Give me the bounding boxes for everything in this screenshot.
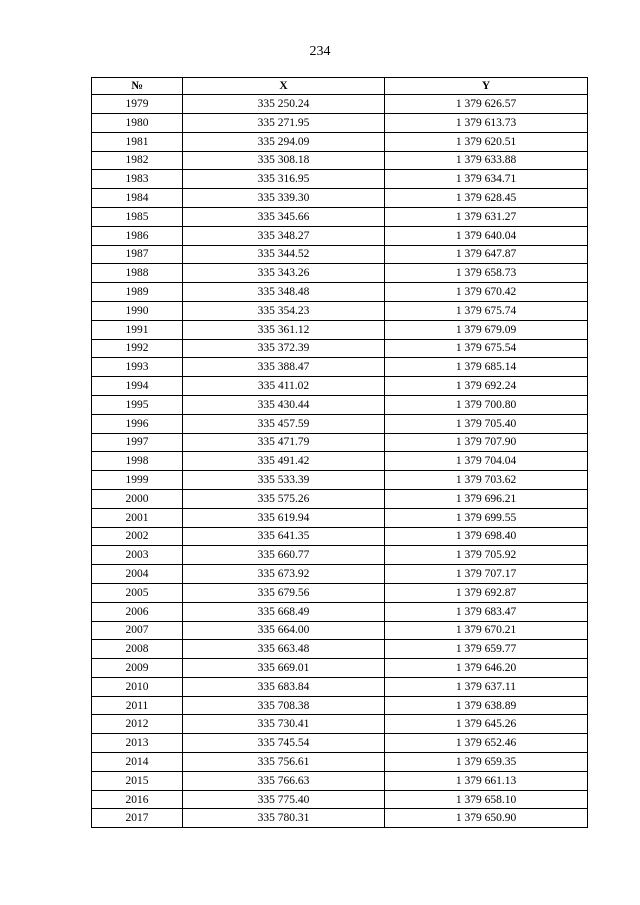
cell-x: 335 372.39	[183, 339, 385, 358]
cell-number: 1979	[92, 95, 183, 114]
table-row	[92, 565, 588, 584]
table-row	[92, 320, 588, 339]
table-row	[92, 301, 588, 320]
cell-number: 2008	[92, 640, 183, 659]
cell-y: 1 379 640.04	[385, 226, 588, 245]
cell-number: 1990	[92, 301, 183, 320]
cell-x: 335 660.77	[183, 546, 385, 565]
cell-y: 1 379 647.87	[385, 245, 588, 264]
cell-number: 1998	[92, 452, 183, 471]
cell-y: 1 379 683.47	[385, 602, 588, 621]
table-row	[92, 433, 588, 452]
cell-number: 2014	[92, 753, 183, 772]
cell-number: 1999	[92, 471, 183, 490]
table-row	[92, 508, 588, 527]
table-row	[92, 207, 588, 226]
table-row	[92, 790, 588, 809]
cell-number: 2006	[92, 602, 183, 621]
cell-y: 1 379 658.73	[385, 264, 588, 283]
cell-x: 335 250.24	[183, 95, 385, 114]
cell-x: 335 348.27	[183, 226, 385, 245]
cell-y: 1 379 659.35	[385, 753, 588, 772]
cell-y: 1 379 698.40	[385, 527, 588, 546]
cell-number: 1983	[92, 170, 183, 189]
cell-number: 1982	[92, 151, 183, 170]
table-row	[92, 414, 588, 433]
table-row	[92, 189, 588, 208]
cell-number: 2009	[92, 659, 183, 678]
table-row	[92, 771, 588, 790]
cell-y: 1 379 661.13	[385, 771, 588, 790]
cell-y: 1 379 633.88	[385, 151, 588, 170]
cell-y: 1 379 692.24	[385, 377, 588, 396]
table-row	[92, 659, 588, 678]
cell-y: 1 379 699.55	[385, 508, 588, 527]
cell-y: 1 379 659.77	[385, 640, 588, 659]
cell-y: 1 379 692.87	[385, 583, 588, 602]
table-body	[92, 95, 588, 828]
table-row	[92, 489, 588, 508]
cell-x: 335 533.39	[183, 471, 385, 490]
cell-y: 1 379 675.54	[385, 339, 588, 358]
column-header-number: №	[92, 78, 183, 95]
cell-y: 1 379 707.90	[385, 433, 588, 452]
cell-number: 1991	[92, 320, 183, 339]
cell-x: 335 766.63	[183, 771, 385, 790]
table-row	[92, 546, 588, 565]
cell-number: 2007	[92, 621, 183, 640]
cell-number: 1981	[92, 132, 183, 151]
cell-number: 1996	[92, 414, 183, 433]
cell-x: 335 388.47	[183, 358, 385, 377]
table-row	[92, 602, 588, 621]
table-row	[92, 95, 588, 114]
table-row	[92, 452, 588, 471]
table-row	[92, 621, 588, 640]
cell-y: 1 379 679.09	[385, 320, 588, 339]
table-row	[92, 734, 588, 753]
table-row	[92, 283, 588, 302]
table-row	[92, 377, 588, 396]
table-row	[92, 245, 588, 264]
cell-y: 1 379 631.27	[385, 207, 588, 226]
cell-number: 1993	[92, 358, 183, 377]
cell-x: 335 411.02	[183, 377, 385, 396]
table-row	[92, 809, 588, 828]
cell-y: 1 379 696.21	[385, 489, 588, 508]
cell-x: 335 683.84	[183, 677, 385, 696]
cell-number: 2013	[92, 734, 183, 753]
cell-number: 1992	[92, 339, 183, 358]
cell-number: 2016	[92, 790, 183, 809]
table-row	[92, 640, 588, 659]
cell-y: 1 379 707.17	[385, 565, 588, 584]
cell-x: 335 679.56	[183, 583, 385, 602]
cell-x: 335 348.48	[183, 283, 385, 302]
cell-number: 2001	[92, 508, 183, 527]
cell-y: 1 379 646.20	[385, 659, 588, 678]
table-row	[92, 339, 588, 358]
cell-x: 335 663.48	[183, 640, 385, 659]
table-row	[92, 358, 588, 377]
table-row	[92, 264, 588, 283]
page-number: 234	[309, 44, 331, 59]
cell-x: 335 271.95	[183, 113, 385, 132]
cell-x: 335 745.54	[183, 734, 385, 753]
column-header-x: X	[183, 78, 385, 95]
cell-x: 335 343.26	[183, 264, 385, 283]
cell-x: 335 780.31	[183, 809, 385, 828]
cell-x: 335 673.92	[183, 565, 385, 584]
cell-y: 1 379 628.45	[385, 189, 588, 208]
cell-number: 1985	[92, 207, 183, 226]
table-row	[92, 677, 588, 696]
cell-y: 1 379 703.62	[385, 471, 588, 490]
cell-number: 1980	[92, 113, 183, 132]
cell-number: 2004	[92, 565, 183, 584]
cell-number: 1997	[92, 433, 183, 452]
cell-x: 335 457.59	[183, 414, 385, 433]
cell-x: 335 308.18	[183, 151, 385, 170]
table-row	[92, 151, 588, 170]
cell-number: 2015	[92, 771, 183, 790]
cell-x: 335 775.40	[183, 790, 385, 809]
cell-y: 1 379 685.14	[385, 358, 588, 377]
table-row	[92, 527, 588, 546]
cell-number: 2011	[92, 696, 183, 715]
cell-y: 1 379 650.90	[385, 809, 588, 828]
cell-x: 335 708.38	[183, 696, 385, 715]
cell-y: 1 379 638.89	[385, 696, 588, 715]
cell-y: 1 379 670.42	[385, 283, 588, 302]
cell-number: 2005	[92, 583, 183, 602]
cell-y: 1 379 613.73	[385, 113, 588, 132]
table-row	[92, 471, 588, 490]
cell-x: 335 316.95	[183, 170, 385, 189]
cell-number: 1988	[92, 264, 183, 283]
cell-number: 2017	[92, 809, 183, 828]
cell-x: 335 619.94	[183, 508, 385, 527]
cell-x: 335 575.26	[183, 489, 385, 508]
cell-x: 335 730.41	[183, 715, 385, 734]
cell-y: 1 379 705.40	[385, 414, 588, 433]
cell-x: 335 344.52	[183, 245, 385, 264]
cell-x: 335 669.01	[183, 659, 385, 678]
cell-number: 1995	[92, 395, 183, 414]
cell-y: 1 379 645.26	[385, 715, 588, 734]
cell-y: 1 379 620.51	[385, 132, 588, 151]
cell-x: 335 339.30	[183, 189, 385, 208]
cell-y: 1 379 670.21	[385, 621, 588, 640]
table-row	[92, 132, 588, 151]
table-row	[92, 753, 588, 772]
cell-y: 1 379 626.57	[385, 95, 588, 114]
table-row	[92, 113, 588, 132]
coordinates-table	[91, 77, 588, 828]
cell-number: 1984	[92, 189, 183, 208]
table-row	[92, 226, 588, 245]
table-row	[92, 696, 588, 715]
cell-x: 335 491.42	[183, 452, 385, 471]
cell-y: 1 379 705.92	[385, 546, 588, 565]
cell-number: 2012	[92, 715, 183, 734]
cell-number: 1987	[92, 245, 183, 264]
cell-number: 2003	[92, 546, 183, 565]
column-header-y: Y	[385, 78, 588, 95]
cell-y: 1 379 652.46	[385, 734, 588, 753]
cell-number: 2002	[92, 527, 183, 546]
cell-x: 335 361.12	[183, 320, 385, 339]
cell-number: 1989	[92, 283, 183, 302]
cell-y: 1 379 634.71	[385, 170, 588, 189]
table-row	[92, 395, 588, 414]
table-row	[92, 715, 588, 734]
cell-x: 335 294.09	[183, 132, 385, 151]
table-header-row	[92, 78, 588, 95]
cell-x: 335 664.00	[183, 621, 385, 640]
cell-x: 335 641.35	[183, 527, 385, 546]
cell-x: 335 430.44	[183, 395, 385, 414]
cell-y: 1 379 637.11	[385, 677, 588, 696]
cell-y: 1 379 675.74	[385, 301, 588, 320]
cell-x: 335 756.61	[183, 753, 385, 772]
cell-x: 335 471.79	[183, 433, 385, 452]
cell-number: 1994	[92, 377, 183, 396]
cell-x: 335 668.49	[183, 602, 385, 621]
table-row	[92, 170, 588, 189]
cell-number: 1986	[92, 226, 183, 245]
cell-x: 335 345.66	[183, 207, 385, 226]
cell-number: 2010	[92, 677, 183, 696]
table-row	[92, 583, 588, 602]
cell-x: 335 354.23	[183, 301, 385, 320]
cell-y: 1 379 700.80	[385, 395, 588, 414]
cell-y: 1 379 658.10	[385, 790, 588, 809]
cell-number: 2000	[92, 489, 183, 508]
cell-y: 1 379 704.04	[385, 452, 588, 471]
